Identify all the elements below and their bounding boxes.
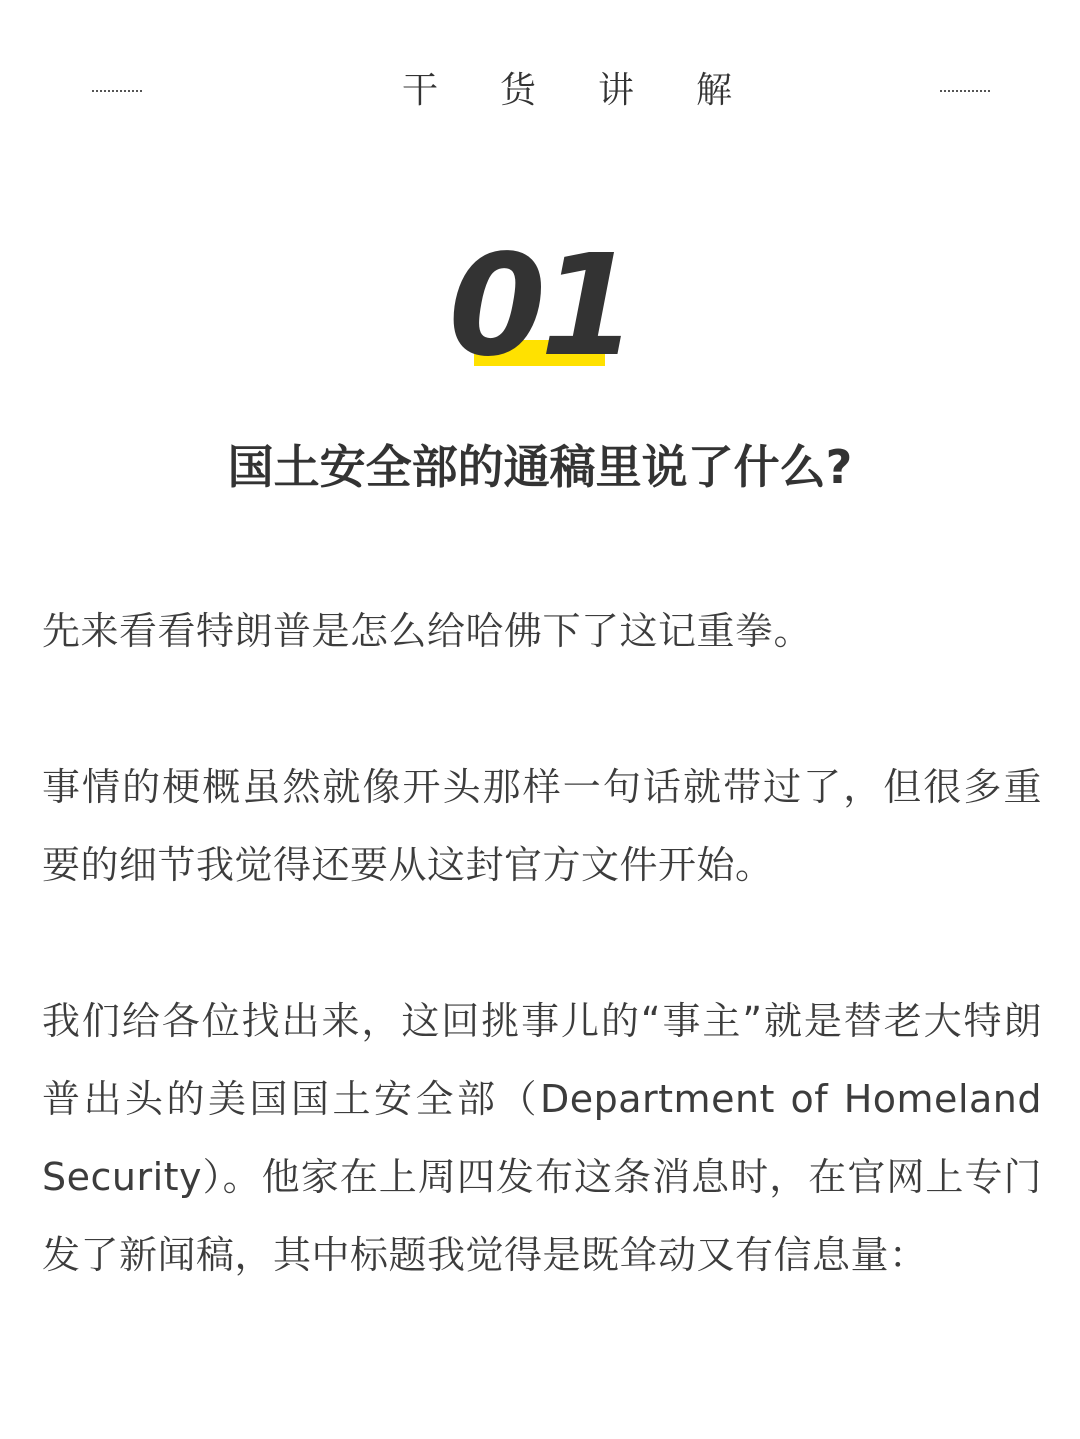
dotted-divider-right xyxy=(940,90,990,92)
paragraph-3: 我们给各位找出来，这回挑事儿的“事主”就是替老大特朗普出头的美国国土安全部（Department of Homeland Security）。他家在上周四发布这条消息时，在官网上专门发了新闻稿，其中标题我觉得是既耸动又有信息量： xyxy=(42,999,1042,1277)
section-number-block xyxy=(0,225,1080,388)
section-number: 01 xyxy=(448,225,632,388)
header-title: 干货讲解 xyxy=(402,70,795,111)
section-heading: 国土安全部的通稿里说了什么? xyxy=(227,440,853,494)
paragraph-2: 事情的梗概虽然就像开头那样一句话就带过了，但很多重要的细节我觉得还要从这封官方文件开始。 xyxy=(42,765,1042,887)
dotted-divider-left xyxy=(92,90,142,92)
page-header xyxy=(0,58,1080,118)
paragraph-1: 先来看看特朗普是怎么给哈佛下了这记重拳。 xyxy=(42,609,813,653)
